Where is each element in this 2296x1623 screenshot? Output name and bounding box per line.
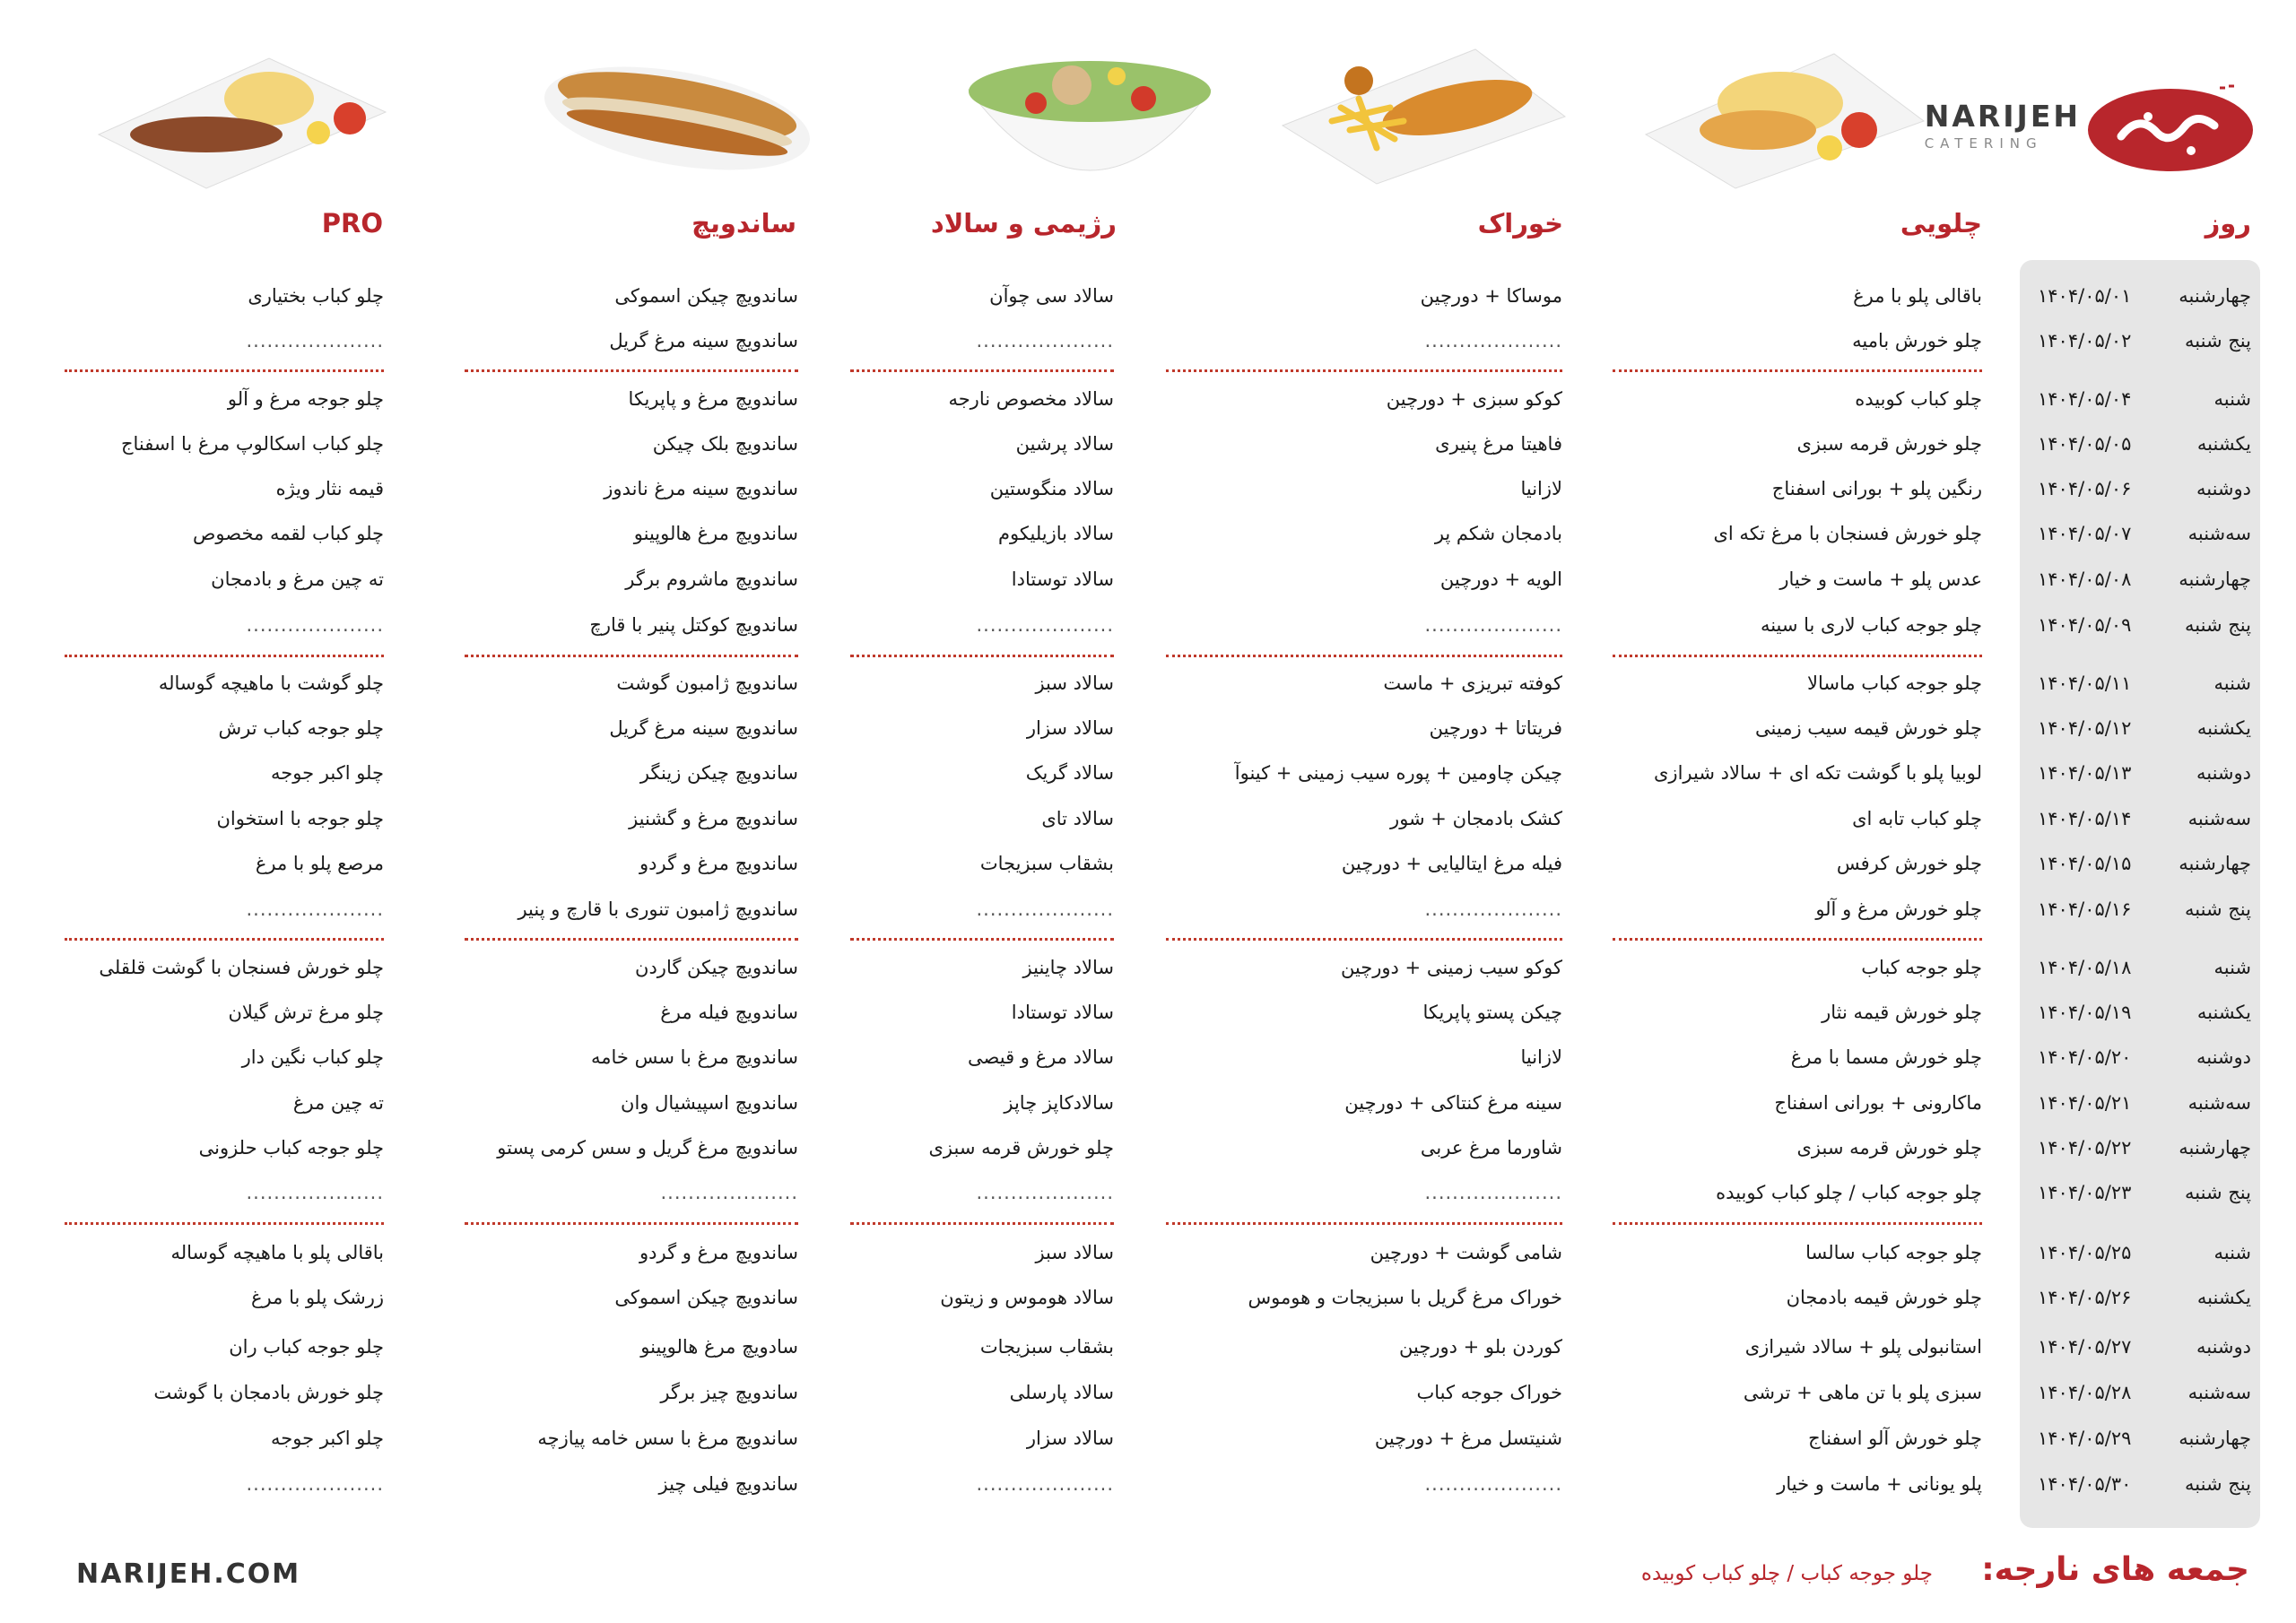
week-separator: [465, 938, 798, 941]
menu-cell-pro: چلو جوجه کباب ترش: [218, 717, 384, 739]
menu-cell-sandwich: ساندویچ مرغ گریل و سس کرمی پستو: [497, 1137, 798, 1159]
menu-cell-pro: چلو اکبر جوجه: [271, 762, 384, 784]
menu-cell-khorak: ....................: [1424, 330, 1562, 352]
menu-cell-chelo: چلو خورش مرغ و آلو: [1815, 898, 1982, 920]
menu-cell-sandwich: ساندویچ مرغ و گردو: [639, 853, 798, 874]
day-name: دوشنبه: [2196, 1336, 2251, 1358]
day-name: پنج شنبه: [2185, 330, 2251, 352]
menu-cell-sandwich: ساندویچ ژامبون گوشت: [616, 673, 798, 694]
menu-cell-chelo: چلو جوجه کباب: [1861, 957, 1982, 978]
menu-cell-diet: چلو خورش قرمه سبزی: [928, 1137, 1114, 1159]
day-date: ۱۴۰۴/۰۵/۰۸: [2038, 568, 2132, 590]
week-separator: [465, 369, 798, 372]
menu-cell-pro: قیمه نثار ویژه: [275, 478, 384, 499]
menu-cell-diet: بشقاب سبزیجات: [979, 853, 1114, 874]
week-separator: [850, 655, 1114, 657]
menu-cell-khorak: شاورما مرغ عربی: [1420, 1137, 1562, 1159]
menu-cell-chelo: چلو خورش بامیه: [1852, 330, 1982, 352]
day-date: ۱۴۰۴/۰۵/۲۶: [2038, 1287, 2132, 1308]
day-name: شنبه: [2213, 1242, 2251, 1263]
menu-cell-khorak: خوراک جوجه کباب: [1416, 1382, 1562, 1403]
menu-cell-sandwich: ساندویچ مرغ با سس خامه: [591, 1046, 798, 1068]
menu-cell-pro: چلو جوجه کباب حلزونی: [198, 1137, 384, 1159]
week-separator: [1613, 655, 1982, 657]
menu-cell-diet: سالاد سزار: [1026, 1428, 1114, 1449]
menu-cell-sandwich: ساندویچ ژامبون تنوری با قارچ و پنیر: [517, 898, 798, 920]
menu-cell-sandwich: ساندویچ چیکن گاردن: [635, 957, 798, 978]
menu-cell-sandwich: سادویچ مرغ هالوپینو: [640, 1336, 798, 1358]
day-name: چهارشنبه: [2179, 285, 2251, 307]
menu-cell-sandwich: ساندویچ مرغ و گشنیز: [629, 808, 798, 829]
menu-cell-chelo: باقالی پلو با مرغ: [1853, 285, 1982, 307]
day-date: ۱۴۰۴/۰۵/۰۷: [2038, 523, 2132, 544]
menu-cell-khorak: شامی گوشت + دورچین: [1370, 1242, 1562, 1263]
menu-cell-sandwich: ساندویچ سینه مرغ گریل: [609, 330, 798, 352]
brand-wordmark: [1925, 99, 2081, 152]
week-separator: [1613, 1222, 1982, 1225]
day-name: پنج شنبه: [2185, 1473, 2251, 1495]
photo-khorak: [1269, 36, 1574, 193]
menu-cell-sandwich: ساندویچ مرغ و گردو: [639, 1242, 798, 1263]
menu-cell-sandwich: ساندویچ اسپیشیال وان: [621, 1092, 798, 1114]
day-name: شنبه: [2213, 957, 2251, 978]
menu-cell-pro: چلو کباب لقمه مخصوص: [193, 523, 384, 544]
menu-cell-khorak: سینه مرغ کنتاکی + دورچین: [1344, 1092, 1562, 1114]
menu-cell-khorak: ....................: [1424, 1473, 1562, 1495]
day-date: ۱۴۰۴/۰۵/۰۴: [2038, 388, 2132, 410]
website-url[interactable]: NARIJEH.COM: [76, 1558, 301, 1590]
menu-cell-diet: سالاد پارسلی: [1009, 1382, 1114, 1403]
menu-cell-khorak: بادمجان شکم پر: [1434, 523, 1562, 544]
menu-cell-chelo: چلو خورش کرفس: [1836, 853, 1982, 874]
menu-cell-chelo: چلو خورش فسنجان با مرغ تکه ای: [1713, 523, 1982, 544]
photo-pro: [90, 36, 395, 193]
week-separator: [465, 1222, 798, 1225]
week-separator: [65, 938, 384, 941]
menu-cell-diet: ....................: [976, 614, 1114, 636]
menu-cell-pro: ....................: [246, 898, 384, 920]
menu-cell-pro: چلو جوجه کباب ران: [229, 1336, 384, 1358]
menu-cell-sandwich: ساندویچ فیله مرغ: [660, 1002, 798, 1023]
day-name: چهارشنبه: [2179, 853, 2251, 874]
photo-chelo: [1628, 36, 1933, 193]
menu-cell-sandwich: ساندویچ چیکن اسموکی: [614, 285, 798, 307]
menu-cell-diet: سالاد منگوستین: [989, 478, 1114, 499]
menu-cell-diet: ....................: [976, 898, 1114, 920]
photo-sandwich: [525, 36, 830, 193]
menu-cell-chelo: چلو خورش مسما با مرغ: [1790, 1046, 1982, 1068]
menu-cell-diet: سالاد بازیلیکوم: [998, 523, 1114, 544]
day-date: ۱۴۰۴/۰۵/۰۵: [2038, 433, 2132, 455]
menu-cell-diet: سالادکاپز چاپز: [1004, 1092, 1114, 1114]
brand-subtitle: CATERING: [1924, 135, 2043, 152]
day-date: ۱۴۰۴/۰۵/۲۸: [2038, 1382, 2132, 1403]
day-name: پنج شنبه: [2185, 1182, 2251, 1203]
menu-cell-diet: سالاد توستادا: [1011, 568, 1114, 590]
day-date: ۱۴۰۴/۰۵/۱۴: [2038, 808, 2132, 829]
menu-cell-chelo: چلو خورش قیمه سیب زمینی: [1755, 717, 1982, 739]
menu-cell-sandwich: ساندویچ مرغ با سس خامه پیازچه: [537, 1428, 798, 1449]
day-date: ۱۴۰۴/۰۵/۱۶: [2038, 898, 2132, 920]
menu-cell-pro: چلو گوشت با ماهیچه گوساله: [158, 673, 384, 694]
menu-cell-khorak: کوفته تبریزی + ماست: [1383, 673, 1562, 694]
menu-cell-sandwich: ساندویچ مرغ و پاپریکا: [628, 388, 798, 410]
menu-cell-khorak: فیله مرغ ایتالیایی + دورچین: [1341, 853, 1562, 874]
menu-cell-khorak: کوکو سبزی + دورچین: [1386, 388, 1562, 410]
menu-cell-sandwich: ساندویچ فیلی چیز: [658, 1473, 798, 1495]
day-name: پنج شنبه: [2185, 614, 2251, 636]
menu-cell-pro: ته چین مرغ و بادمجان: [211, 568, 384, 590]
menu-cell-pro: ....................: [246, 614, 384, 636]
menu-cell-diet: سالاد تای: [1041, 808, 1114, 829]
menu-cell-pro: زرشک پلو با مرغ: [251, 1287, 384, 1308]
menu-cell-diet: سالاد هوموس و زیتون: [940, 1287, 1114, 1308]
menu-cell-khorak: موساکا + دورچین: [1420, 285, 1562, 307]
day-name: یکشنبه: [2196, 1002, 2251, 1023]
menu-cell-diet: سالاد گریک: [1025, 762, 1114, 784]
menu-cell-khorak: کشک بادمجان + شور: [1390, 808, 1562, 829]
menu-cell-pro: چلو مرغ ترش گیلان: [228, 1002, 384, 1023]
day-name: یکشنبه: [2196, 717, 2251, 739]
menu-cell-diet: ....................: [976, 1473, 1114, 1495]
day-name: شنبه: [2213, 388, 2251, 410]
menu-cell-pro: چلو کباب بختیاری: [248, 285, 384, 307]
menu-cell-diet: ....................: [976, 1182, 1114, 1203]
menu-cell-pro: باقالی پلو با ماهیچه گوساله: [170, 1242, 384, 1263]
menu-cell-diet: بشقاب سبزیجات: [979, 1336, 1114, 1358]
menu-cell-diet: ....................: [976, 330, 1114, 352]
day-name: چهارشنبه: [2179, 568, 2251, 590]
menu-cell-sandwich: ساندویچ بلک چیکن: [652, 433, 798, 455]
menu-cell-sandwich: ساندویچ چیکن زینگر: [639, 762, 798, 784]
menu-cell-khorak: خوراک مرغ گریل با سبزیجات و هوموس: [1248, 1287, 1562, 1308]
menu-cell-chelo: چلو جوجه کباب سالسا: [1805, 1242, 1982, 1263]
menu-cell-diet: سالاد سزار: [1026, 717, 1114, 739]
menu-cell-khorak: الویه + دورچین: [1439, 568, 1562, 590]
menu-cell-khorak: شنیتسل مرغ + دورچین: [1374, 1428, 1562, 1449]
menu-cell-sandwich: ساندویچ سینه مرغ ناندوز: [604, 478, 798, 499]
menu-cell-khorak: لازانیا: [1520, 1046, 1562, 1068]
menu-cell-sandwich: ساندویچ ماشروم برگر: [625, 568, 798, 590]
menu-cell-diet: سالاد مخصوص نارجه: [948, 388, 1114, 410]
menu-cell-chelo: استانبولی پلو + سالاد شیرازی: [1744, 1336, 1982, 1358]
week-separator: [1166, 655, 1562, 657]
photo-diet: [937, 36, 1242, 193]
week-separator: [65, 655, 384, 657]
menu-cell-pro: چلو جوجه با استخوان: [216, 808, 384, 829]
menu-cell-chelo: چلو کباب تابه ای: [1852, 808, 1982, 829]
day-date: ۱۴۰۴/۰۵/۰۶: [2038, 478, 2132, 499]
menu-cell-pro: چلو خورش فسنجان با گوشت قلقلی: [99, 957, 384, 978]
menu-cell-khorak: فاهیتا مرغ پنیری: [1435, 433, 1562, 455]
menu-cell-khorak: ....................: [1424, 614, 1562, 636]
menu-cell-diet: سالاد سبز: [1035, 673, 1114, 694]
day-name: چهارشنبه: [2179, 1137, 2251, 1159]
day-name: پنج شنبه: [2185, 898, 2251, 920]
day-date: ۱۴۰۴/۰۵/۱۳: [2038, 762, 2132, 784]
day-name: چهارشنبه: [2179, 1428, 2251, 1449]
menu-cell-khorak: فریتاتا + دورچین: [1429, 717, 1562, 739]
menu-cell-chelo: چلو خورش قیمه نثار: [1822, 1002, 1982, 1023]
day-date: ۱۴۰۴/۰۵/۲۲: [2038, 1137, 2132, 1159]
menu-cell-sandwich: ساندویچ چیکن اسموکی: [614, 1287, 798, 1308]
menu-cell-pro: چلو کباب اسکالوپ مرغ با اسفناج: [120, 433, 384, 455]
menu-cell-chelo: رنگین پلو + بورانی اسفناج: [1771, 478, 1982, 499]
menu-cell-chelo: چلو خورش آلو اسفناج: [1808, 1428, 1982, 1449]
menu-cell-pro: ....................: [246, 330, 384, 352]
menu-cell-chelo: چلو کباب کوبیده: [1855, 388, 1982, 410]
week-separator: [850, 369, 1114, 372]
menu-cell-sandwich: ساندویچ سینه مرغ گریل: [609, 717, 798, 739]
header-day: روز: [2205, 208, 2251, 239]
menu-cell-pro: ته چین مرغ: [292, 1092, 384, 1114]
menu-cell-chelo: چلو خورش قیمه بادمجان: [1786, 1287, 1982, 1308]
week-separator: [65, 369, 384, 372]
menu-cell-chelo: چلو خورش قرمه سبزی: [1796, 433, 1982, 455]
menu-cell-pro: چلو کباب نگین دار: [241, 1046, 384, 1068]
menu-cell-sandwich: ساندویچ چیز برگر: [660, 1382, 798, 1403]
day-date: ۱۴۰۴/۰۵/۱۱: [2038, 673, 2132, 694]
week-separator: [65, 1222, 384, 1225]
menu-cell-pro: ....................: [246, 1473, 384, 1495]
day-name: سه‌شنبه: [2187, 1092, 2251, 1114]
friday-menu: چلو جوجه کباب / چلو کباب کوبیده: [1640, 1562, 1933, 1585]
menu-cell-chelo: چلو جوجه کباب / چلو کباب کوبیده: [1716, 1182, 1982, 1203]
menu-cell-sandwich: ....................: [660, 1182, 798, 1203]
header-khorak: خوراک: [1477, 208, 1563, 239]
week-separator: [1613, 369, 1982, 372]
week-separator: [1166, 938, 1562, 941]
day-date: ۱۴۰۴/۰۵/۱۸: [2038, 957, 2132, 978]
day-name: شنبه: [2213, 673, 2251, 694]
menu-cell-diet: سالاد مرغ و قیصی: [968, 1046, 1114, 1068]
menu-cell-chelo: عدس پلو + ماست و خیار: [1779, 568, 1982, 590]
menu-cell-pro: مرصع پلو با مرغ: [255, 853, 384, 874]
menu-cell-sandwich: ساندویچ کوکتل پنیر با قارچ: [589, 614, 798, 636]
day-date: ۱۴۰۴/۰۵/۰۱: [2038, 285, 2132, 307]
menu-cell-sandwich: ساندویچ مرغ هالوپینو: [633, 523, 798, 544]
day-name: یکشنبه: [2196, 1287, 2251, 1308]
menu-cell-chelo: چلو جوجه کباب لاری با سینه: [1760, 614, 1982, 636]
week-separator: [850, 1222, 1114, 1225]
day-name: سه‌شنبه: [2187, 1382, 2251, 1403]
day-date: ۱۴۰۴/۰۵/۲۱: [2038, 1092, 2132, 1114]
menu-cell-chelo: ماکارونی + بورانی اسفناج: [1774, 1092, 1982, 1114]
friday-title: جمعه های نارجه:: [1981, 1551, 2249, 1588]
day-date: ۱۴۰۴/۰۵/۱۲: [2038, 717, 2132, 739]
week-separator: [465, 655, 798, 657]
menu-cell-diet: سالاد چاینیز: [1022, 957, 1114, 978]
header-chelo: چلویی: [1900, 208, 1982, 239]
menu-cell-pro: چلو اکبر جوجه: [271, 1428, 384, 1449]
header-diet: رژیمی و سالاد: [930, 208, 1117, 239]
menu-cell-khorak: چیکن چاومین + پوره سیب زمینی + کینوآ: [1234, 762, 1562, 784]
day-name: دوشنبه: [2196, 762, 2251, 784]
menu-cell-pro: چلو جوجه مرغ و آلو: [227, 388, 384, 410]
day-date: ۱۴۰۴/۰۵/۲۰: [2038, 1046, 2132, 1068]
brand-logo: [1924, 65, 2256, 181]
menu-cell-diet: سالاد پرشین: [1015, 433, 1114, 455]
menu-cell-khorak: چیکن پستو پاپریکا: [1422, 1002, 1562, 1023]
brand-badge-icon: [2085, 81, 2256, 174]
day-date: ۱۴۰۴/۰۵/۲۷: [2038, 1336, 2132, 1358]
day-date: ۱۴۰۴/۰۵/۲۹: [2038, 1428, 2132, 1449]
day-name: یکشنبه: [2196, 433, 2251, 455]
day-name: دوشنبه: [2196, 1046, 2251, 1068]
day-date: ۱۴۰۴/۰۵/۱۹: [2038, 1002, 2132, 1023]
menu-cell-khorak: کوکو سیب زمینی + دورچین: [1340, 957, 1562, 978]
menu-cell-khorak: ....................: [1424, 1182, 1562, 1203]
menu-cell-chelo: چلو خورش قرمه سبزی: [1796, 1137, 1982, 1159]
week-separator: [1613, 938, 1982, 941]
week-separator: [1166, 1222, 1562, 1225]
week-separator: [1166, 369, 1562, 372]
brand-name-latin: NARIJEH: [1924, 99, 2081, 134]
day-date: ۱۴۰۴/۰۵/۲۵: [2038, 1242, 2132, 1263]
menu-cell-chelo: سبزی پلو با تن ماهی + ترشی: [1743, 1382, 1982, 1403]
menu-cell-diet: سالاد سی چوآن: [989, 285, 1114, 307]
menu-cell-chelo: چلو جوجه کباب ماسالا: [1807, 673, 1982, 694]
menu-cell-chelo: لوبیا پلو با گوشت تکه ای + سالاد شیرازی: [1653, 762, 1982, 784]
menu-cell-chelo: پلو یونانی + ماست و خیار: [1777, 1473, 1982, 1495]
day-name: دوشنبه: [2196, 478, 2251, 499]
menu-cell-pro: چلو خورش بادمجان با گوشت: [153, 1382, 384, 1403]
day-date: ۱۴۰۴/۰۵/۰۹: [2038, 614, 2132, 636]
menu-cell-diet: سالاد توستادا: [1011, 1002, 1114, 1023]
menu-cell-khorak: کوردن بلو + دورچین: [1399, 1336, 1562, 1358]
menu-cell-pro: ....................: [246, 1182, 384, 1203]
menu-cell-diet: سالاد سبز: [1035, 1242, 1114, 1263]
day-date: ۱۴۰۴/۰۵/۱۵: [2038, 853, 2132, 874]
menu-cell-khorak: لازانیا: [1520, 478, 1562, 499]
week-separator: [850, 938, 1114, 941]
day-name: سه‌شنبه: [2187, 808, 2251, 829]
header-pro: PRO: [321, 208, 383, 239]
day-name: سه‌شنبه: [2187, 523, 2251, 544]
header-sandwich: ساندویچ: [691, 208, 796, 239]
day-date: ۱۴۰۴/۰۵/۲۳: [2038, 1182, 2132, 1203]
menu-cell-khorak: ....................: [1424, 898, 1562, 920]
day-date: ۱۴۰۴/۰۵/۳۰: [2038, 1473, 2132, 1495]
day-date: ۱۴۰۴/۰۵/۰۲: [2038, 330, 2132, 352]
